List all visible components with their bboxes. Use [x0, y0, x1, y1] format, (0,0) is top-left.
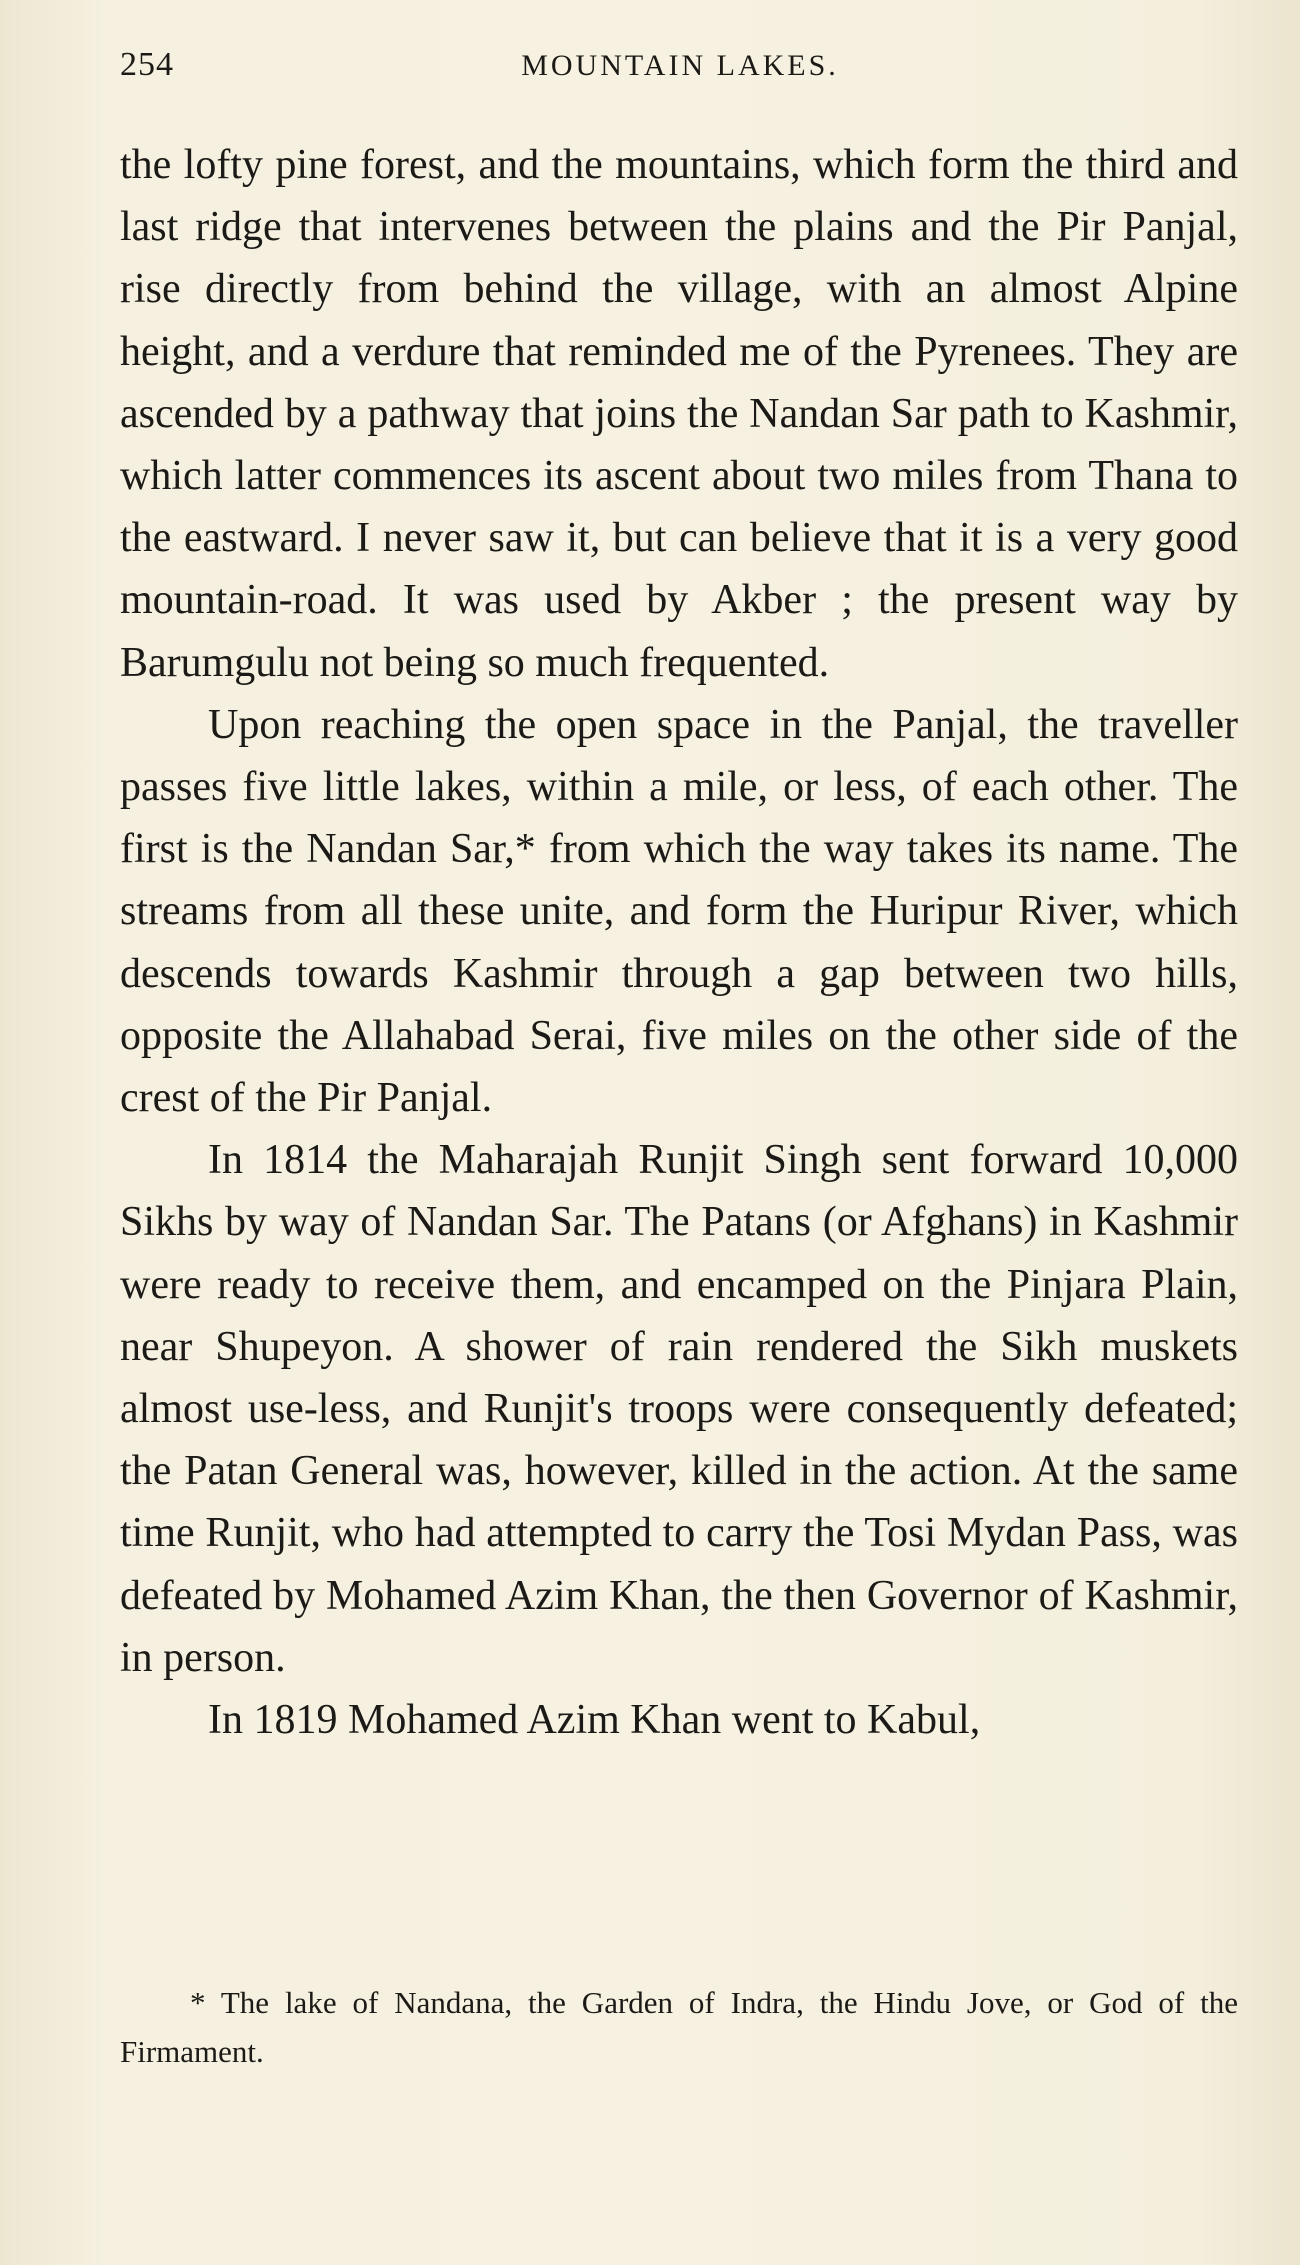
running-head: MOUNTAIN LAKES.	[521, 49, 839, 82]
paragraph: In 1819 Mohamed Azim Khan went to Kabul,	[208, 1697, 981, 1744]
page-header	[120, 46, 1240, 94]
page-number: 254	[120, 46, 174, 83]
body-text	[120, 134, 1238, 1751]
paragraph: the lofty pine forest, and the mountains, which form the third and last ridge that intervenes between the plains and the Pir Panjal, rise directly from behind the village, with an almost Alpine height, and a verdure that reminded me of the Pyrenees. They are ascended by a pathway that joins the Nandan Sar path to Kashmir, which latter commences its ascent about two miles from Thana to the eastward. I never saw it, but can believe that it is a very good mountain-road. It was used by Akber ; the present way by Barumgulu not being so much frequented.	[120, 142, 1238, 686]
paragraph: Upon reaching the open space in the Panjal, the traveller passes five little lakes, within a mile, or less, of each other. The first is the Nandan Sar,* from which the way takes its name. The streams from all these unite, and form the Huripur River, which descends towards Kashmir through a gap between two hills, opposite the Allahabad Serai, five miles on the other side of the crest of the Pir Panjal.	[120, 701, 1238, 1122]
footnote: * The lake of Nandana, the Garden of Indra, the Hindu Jove, or God of the Firmament.	[120, 1985, 1238, 2069]
paragraph: In 1814 the Maharajah Runjit Singh sent forward 10,000 Sikhs by way of Nandan Sar. The Patans (or Afghans) in Kashmir were ready to receive them, and encamped on the Pinjara Plain, near Shupeyon. A shower of rain rendered the Sikh muskets almost use-less, and Runjit's troops were consequently defeated; the Patan General was, however, killed in the action. At the same time Runjit, who had attempted to carry the Tosi Mydan Pass, was defeated by Mohamed Azim Khan, the then Governor of Kashmir, in person.	[120, 1137, 1238, 1681]
